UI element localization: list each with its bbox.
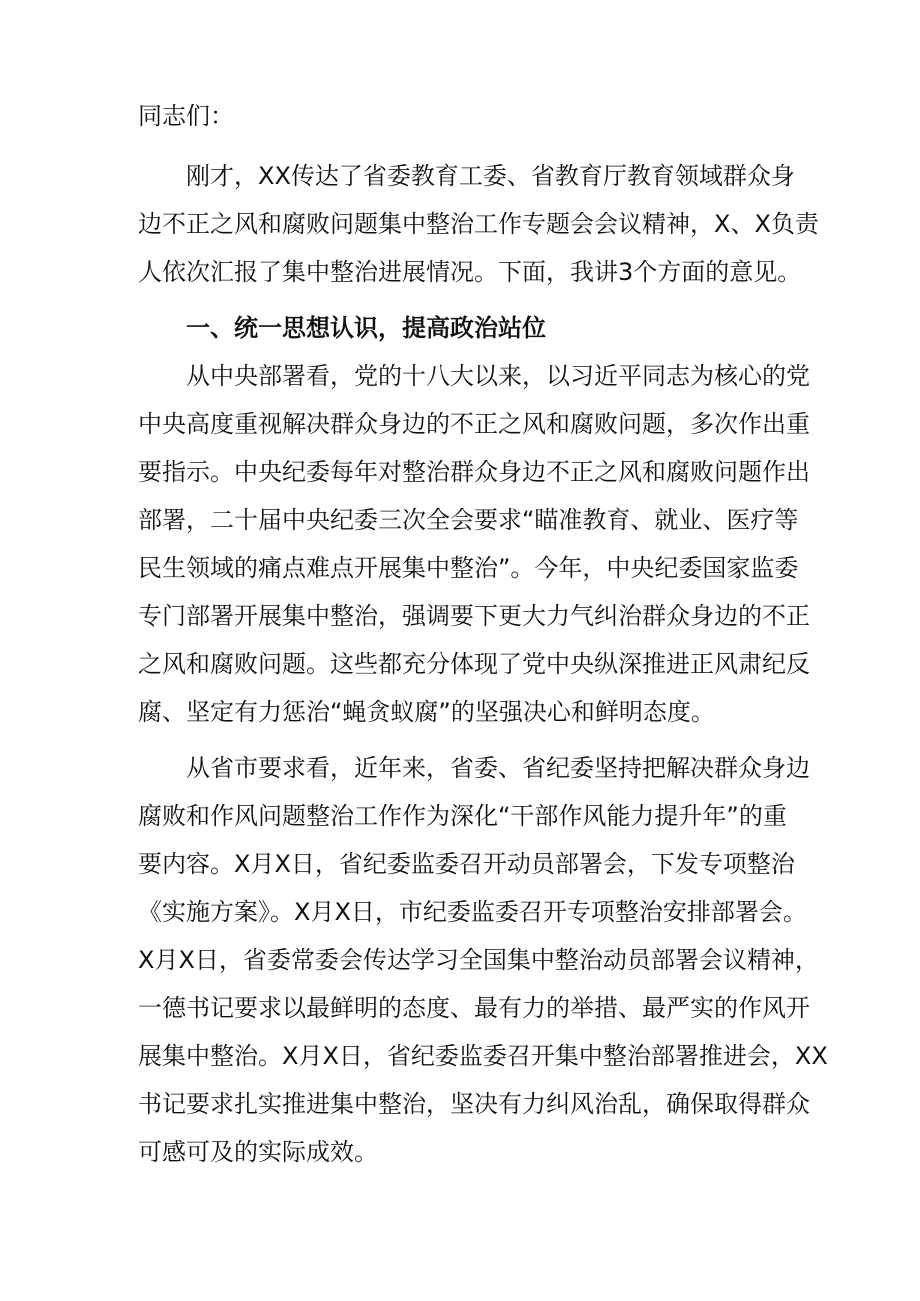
- text-line: 民生领域的痛点难点开展集中整治”。今年，中央纪委国家监委: [138, 554, 799, 582]
- text-line: 刚才，XX传达了省委教育工委、省教育厅教育领域群众身: [186, 162, 795, 190]
- text-line: 书记要求扎实推进集中整治，坚决有力纠风治乱，确保取得群众: [138, 1090, 810, 1118]
- salutation: 同志们：: [138, 102, 234, 130]
- text-line: 从中央部署看，党的十八大以来，以习近平同志为核心的党: [186, 362, 810, 390]
- text-line: 展集中整治。X月X日，省纪委监委召开集中整治部署推进会，XX: [138, 1042, 828, 1070]
- section1-paragraph-2: [138, 744, 828, 1176]
- text-line: 人依次汇报了集中整治进展情况。下面，我讲3个方面的意见。: [138, 258, 802, 286]
- text-line: 从省市要求看，近年来，省委、省纪委坚持把解决群众身边: [186, 754, 810, 782]
- text-line: 之风和腐败问题。这些都充分体现了党中央纵深推进正风肃纪反: [138, 650, 810, 678]
- text-line: 专门部署开展集中整治，强调要下更大力气纠治群众身边的不正: [138, 602, 810, 630]
- text-line: X月X日，省委常委会传达学习全国集中整治动员部署会议精神，: [138, 946, 819, 974]
- text-line: 《实施方案》。X月X日，市纪委监委召开专项整治安排部署会。: [138, 898, 807, 926]
- text-line: 要指示。中央纪委每年对整治群众身边不正之风和腐败问题作出: [138, 458, 810, 486]
- text-line: 边不正之风和腐败问题集中整治工作专题会会议精神，X、X负责: [138, 210, 819, 238]
- section-heading: 一、统一思想认识，提高政治站位: [186, 314, 546, 342]
- text-line: 可感可及的实际成效。: [138, 1138, 378, 1166]
- text-line: 腐败和作风问题整治工作作为深化“干部作风能力提升年”的重: [138, 802, 787, 830]
- document-body: [138, 92, 828, 1184]
- text-line: 腐、坚定有力惩治“蝇贪蚁腐”的坚强决心和鲜明态度。: [138, 698, 715, 726]
- section1-paragraph-1: [138, 352, 810, 736]
- text-line: 一德书记要求以最鲜明的态度、最有力的举措、最严实的作风开: [138, 994, 810, 1022]
- text-line: 部署，二十届中央纪委三次全会要求“瞄准教育、就业、医疗等: [138, 506, 799, 534]
- intro-paragraph: [138, 152, 819, 296]
- text-line: 中央高度重视解决群众身边的不正之风和腐败问题，多次作出重: [138, 410, 810, 438]
- text-line: 要内容。X月X日，省纪委监委召开动员部署会，下发专项整治: [138, 850, 795, 878]
